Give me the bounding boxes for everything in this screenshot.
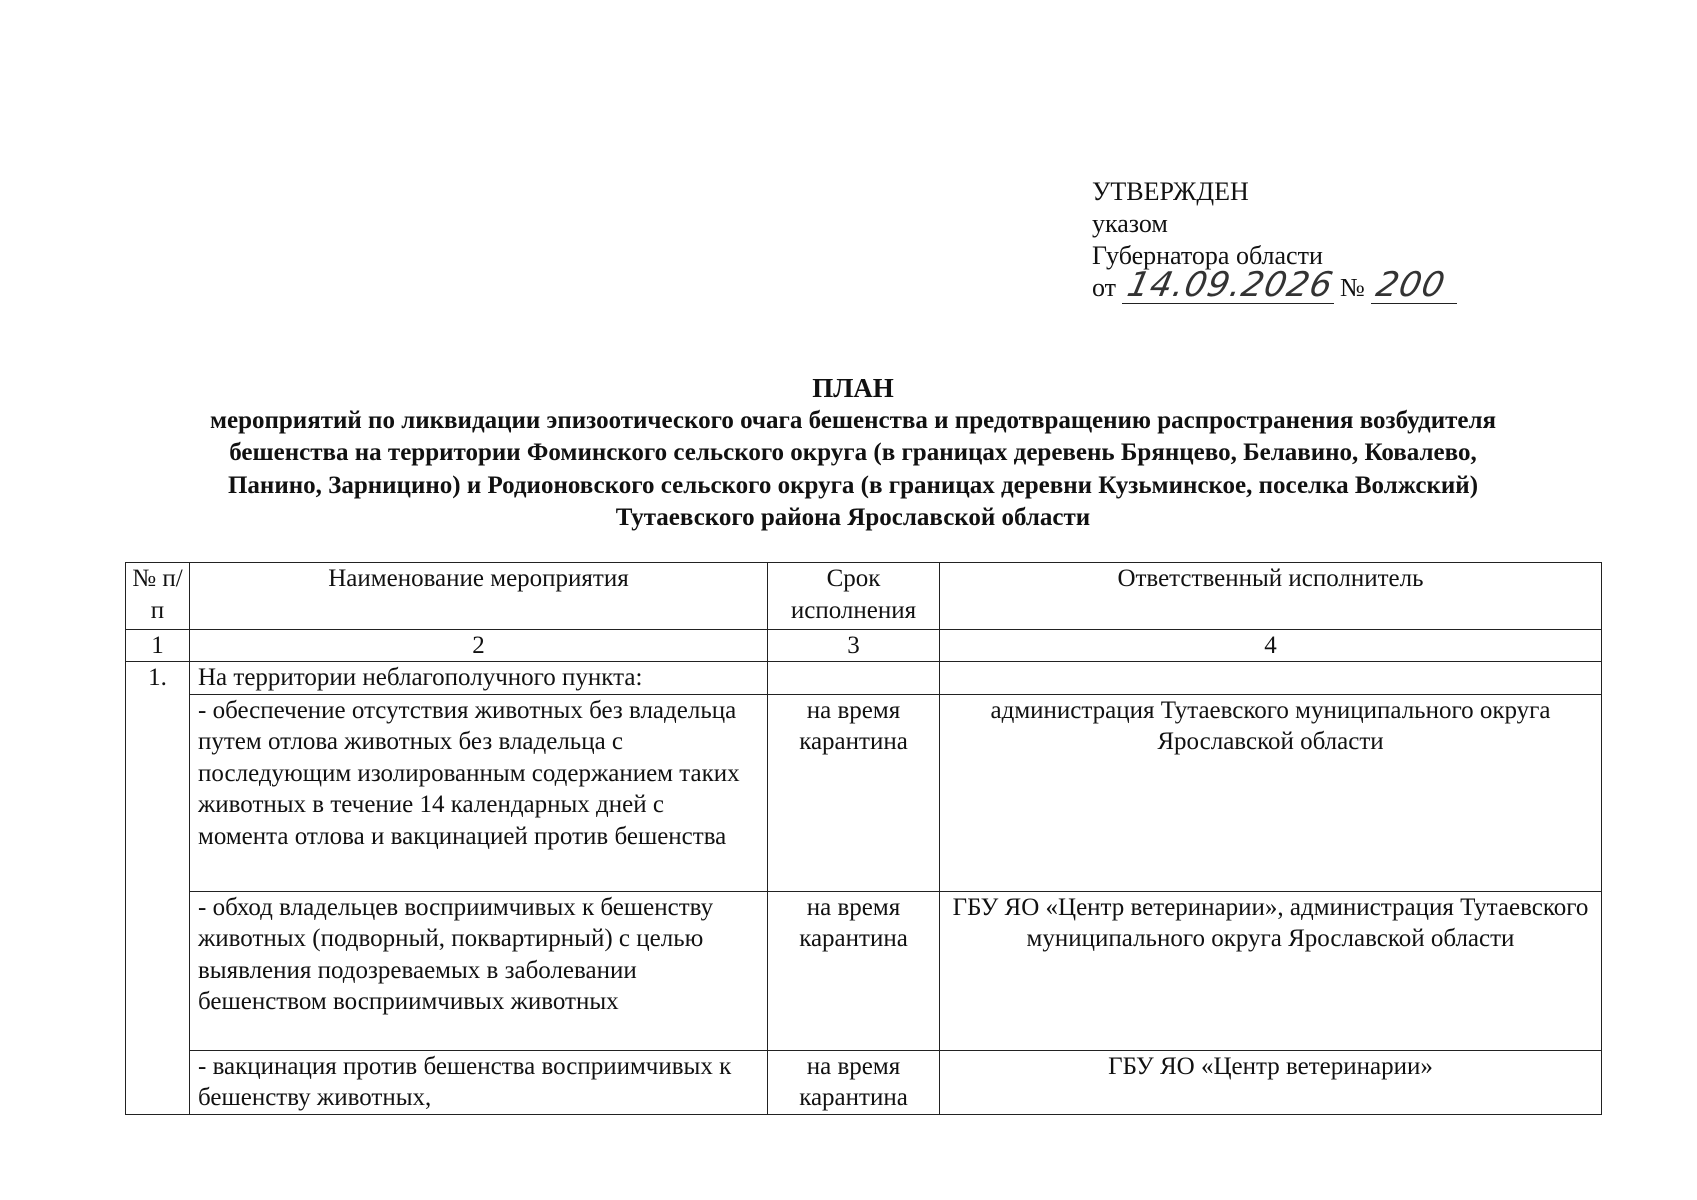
header-name: Наименование мероприятия bbox=[190, 563, 768, 630]
row-1-name: - обеспечение отсутствия животных без владельца путем отлова животных без владельца с последующим изолированным содержанием таких животных в течение 14 календарных дней с момента отлова и вакцинацией против бешенства bbox=[190, 694, 768, 891]
column-index-3: 3 bbox=[768, 630, 940, 662]
table-header-row bbox=[126, 563, 1602, 630]
section-num: 1. bbox=[126, 662, 190, 695]
plan-table bbox=[125, 562, 1602, 1115]
row-num-empty bbox=[126, 891, 190, 1050]
from-label: от bbox=[1092, 273, 1117, 302]
by-decree-label: указом bbox=[1092, 209, 1168, 238]
row-1-deadline: на время карантина bbox=[768, 694, 940, 891]
title-line-1: мероприятий по ликвидации эпизоотического очага бешенства и предотвращению распространения возбудителя bbox=[209, 406, 1497, 434]
title-heading: ПЛАН bbox=[812, 373, 894, 403]
section-responsible-empty bbox=[940, 662, 1602, 695]
row-1-responsible: администрация Тутаевского муниципального округа Ярославской области bbox=[940, 694, 1602, 891]
table-row bbox=[126, 1050, 1602, 1114]
document-title bbox=[108, 372, 1598, 535]
column-index-2: 2 bbox=[190, 630, 768, 662]
row-num-empty bbox=[126, 694, 190, 891]
title-line-3: Панино, Зарницино) и Родионовского сельского округа (в границах деревни Кузьминское, поселка Волжский) bbox=[227, 471, 1479, 499]
title-line-2: бешенства на территории Фоминского сельского округа (в границах деревень Брянцево, Белавино, Ковалево, bbox=[229, 439, 1477, 466]
number-blank bbox=[1371, 265, 1457, 305]
table-row bbox=[126, 891, 1602, 1050]
column-index-4: 4 bbox=[940, 630, 1602, 662]
header-responsible: Ответственный исполнитель bbox=[940, 563, 1602, 630]
date-blank bbox=[1122, 265, 1337, 305]
row-3-responsible: ГБУ ЯО «Центр ветеринарии» bbox=[940, 1050, 1602, 1114]
governor-label: Губернатора области bbox=[1092, 241, 1323, 270]
table-row bbox=[126, 694, 1602, 891]
column-index-1: 1 bbox=[126, 630, 190, 662]
row-2-deadline: на время карантина bbox=[768, 891, 940, 1050]
handwritten-number: 200 bbox=[1372, 265, 1450, 305]
number-sign: № bbox=[1340, 273, 1365, 302]
row-3-deadline: на время карантина bbox=[768, 1050, 940, 1114]
section-deadline-empty bbox=[768, 662, 940, 695]
row-2-name: - обход владельцев восприимчивых к бешенству животных (подворный, поквартирный) с целью выявления подозреваемых в заболевании бешенством восприимчивых животных bbox=[190, 891, 768, 1050]
row-num-empty bbox=[126, 1050, 190, 1114]
approved-label: УТВЕРЖДЕН bbox=[1092, 177, 1249, 206]
decree-date-number-row bbox=[1092, 265, 1457, 305]
column-index-row bbox=[126, 630, 1602, 662]
row-2-responsible: ГБУ ЯО «Центр ветеринарии», администрация Тутаевского муниципального округа Ярославской области bbox=[940, 891, 1602, 1050]
section-name: На территории неблагополучного пункта: bbox=[190, 662, 768, 695]
approval-stamp bbox=[1092, 176, 1457, 304]
handwritten-date: 14.09.2026 bbox=[1123, 265, 1337, 305]
header-deadline: Срок исполнения bbox=[768, 563, 940, 630]
header-num: № п/п bbox=[126, 563, 190, 630]
title-line-4: Тутаевского района Ярославской области bbox=[615, 504, 1091, 531]
row-3-name: - вакцинация против бешенства восприимчивых к бешенству животных, bbox=[190, 1050, 768, 1114]
section-row bbox=[126, 662, 1602, 695]
